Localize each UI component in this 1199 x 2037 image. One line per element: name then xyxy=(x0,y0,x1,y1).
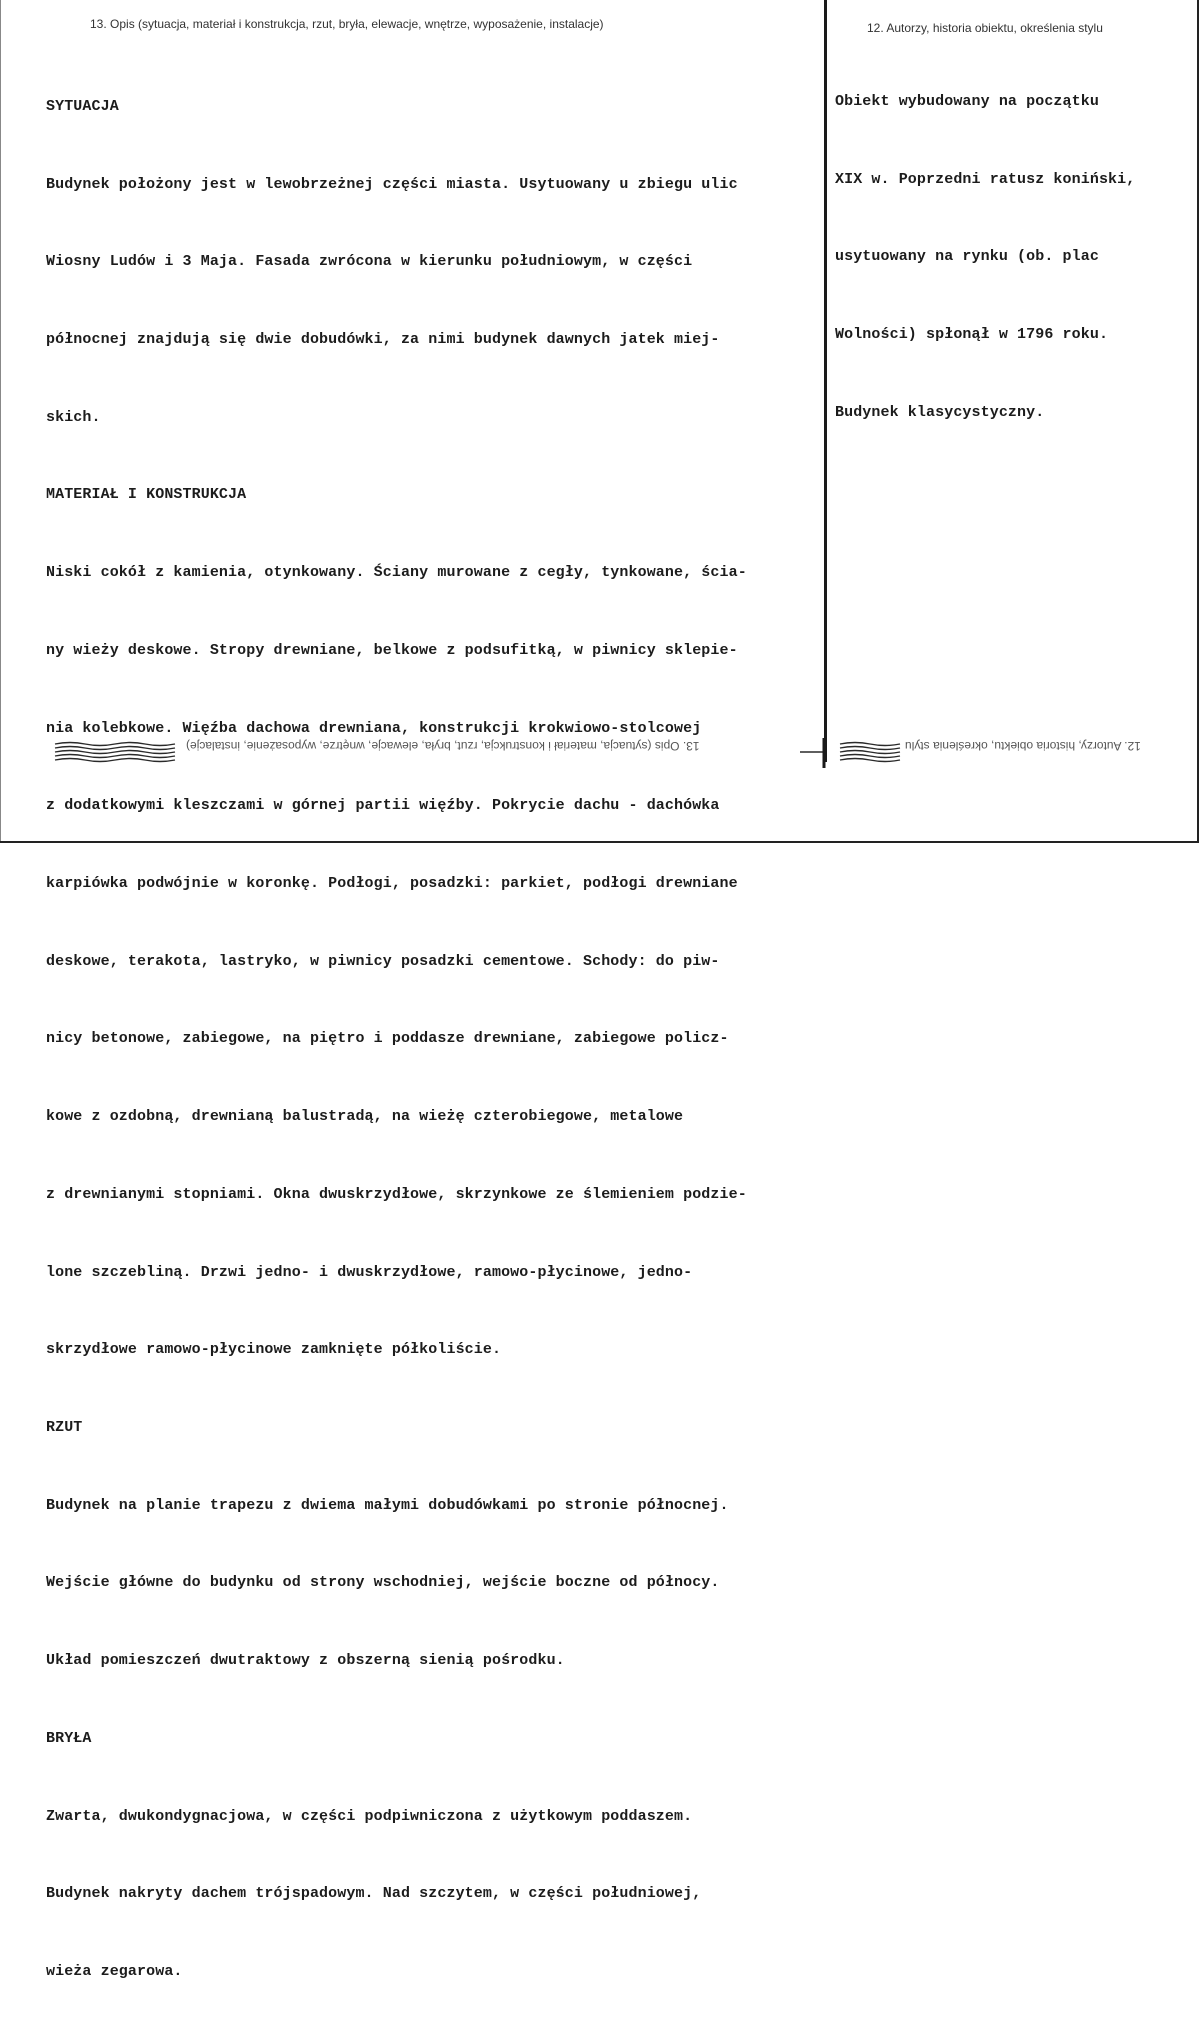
description-line: nia kolebkowe. Więźba dachowa drewniana, konstrukcji krokwiowo-stolcowej xyxy=(46,719,702,737)
description-line: Układ pomieszczeń dwutraktowy z obszerną sienią pośrodku. xyxy=(46,1652,565,1670)
description-line: Niski cokół z kamienia, otynkowany. Ściany murowane z cegły, tynkowane, ścia- xyxy=(46,564,747,582)
description-section-header: 13. Opis (sytuacja, materiał i konstrukcja, rzut, bryła, elewacje, wnętrze, wyposażenie, instalacje) xyxy=(90,17,604,31)
description-line: karpiówka podwójnie w koronkę. Podłogi, posadzki: parkiet, podłogi drewniane xyxy=(46,875,738,892)
description-line: Wiosny Ludów i 3 Maja. Fasada zwrócona w kierunku południowym, w części xyxy=(46,253,693,271)
description-line: Budynek nakryty dachem trójspadowym. Nad szczytem, w części południowej, xyxy=(46,1885,702,1903)
description-line: ny wieży deskowe. Stropy drewniane, belkowe z podsufitką, w piwnicy sklepie- xyxy=(46,641,738,659)
authors-section-header: 12. Autorzy, historia obiektu, określenia stylu xyxy=(867,21,1103,35)
left-edge xyxy=(0,0,1,843)
description-line: Wejście główne do budynku od strony wschodniej, wejście boczne od północy. xyxy=(46,1574,720,1592)
mirrored-authors-header: 12. Autorzy, historia obiektu, określenia stylu xyxy=(905,739,1141,753)
authors-line: Budynek klasycystyczny. xyxy=(835,403,1045,421)
authors-body xyxy=(835,37,1135,477)
authors-line: usytuowany na rynku (ob. plac xyxy=(835,248,1099,266)
description-line: z dodatkowymi kleszczami w górnej partii więźby. Pokrycie dachu - dachówka xyxy=(46,797,720,815)
description-line: lone szczebliną. Drzwi jedno- i dwuskrzydłowe, ramowo-płycinowe, jedno- xyxy=(46,1263,693,1281)
mirrored-description-header: 13. Opis (sytuacja, materiał i konstrukcja, rzut, bryła, elewacje, wnętrze, wyposażenie, instalacje) xyxy=(186,739,700,753)
description-line: Zwarta, dwukondygnacjowa, w części podpiwniczona z użytkowym poddaszem. xyxy=(46,1807,693,1825)
description-line: wieża zegarowa. xyxy=(46,1963,183,1981)
description-line: kowe z ozdobną, drewnianą balustradą, na wieżę czterobiegowe, metalowe xyxy=(46,1108,684,1126)
description-line: skrzydłowe ramowo-płycinowe zamknięte półkoliście. xyxy=(46,1341,502,1359)
description-line: MATERIAŁ I KONSTRUKCJA xyxy=(46,486,247,504)
authors-line: XIX w. Poprzedni ratusz koniński, xyxy=(835,170,1136,188)
authors-line: Wolności) spłonął w 1796 roku. xyxy=(835,325,1109,343)
column-divider xyxy=(824,0,827,762)
description-line: RZUT xyxy=(46,1419,83,1437)
description-line: skich. xyxy=(46,408,101,426)
description-line: BRYŁA xyxy=(46,1729,92,1747)
description-line: SYTUACJA xyxy=(46,97,119,115)
description-line: Budynek położony jest w lewobrzeżnej części miasta. Usytuowany u zbiegu ulic xyxy=(46,175,738,193)
description-line: deskowe, terakota, lastryko, w piwnicy posadzki cementowe. Schody: do piw- xyxy=(46,952,720,970)
authors-line: Obiekt wybudowany na początku xyxy=(835,92,1099,110)
description-line: nicy betonowe, zabiegowe, na piętro i poddasze drewniane, zabiegowe policz- xyxy=(46,1030,729,1048)
description-line: Budynek na planie trapezu z dwiema małymi dobudówkami po stronie północnej. xyxy=(46,1496,729,1514)
description-body xyxy=(46,42,747,2037)
description-line: północnej znajdują się dwie dobudówki, za nimi budynek dawnych jatek miej- xyxy=(46,330,720,348)
description-line: z drewnianymi stopniami. Okna dwuskrzydłowe, skrzynkowe ze ślemieniem podzie- xyxy=(46,1185,747,1203)
